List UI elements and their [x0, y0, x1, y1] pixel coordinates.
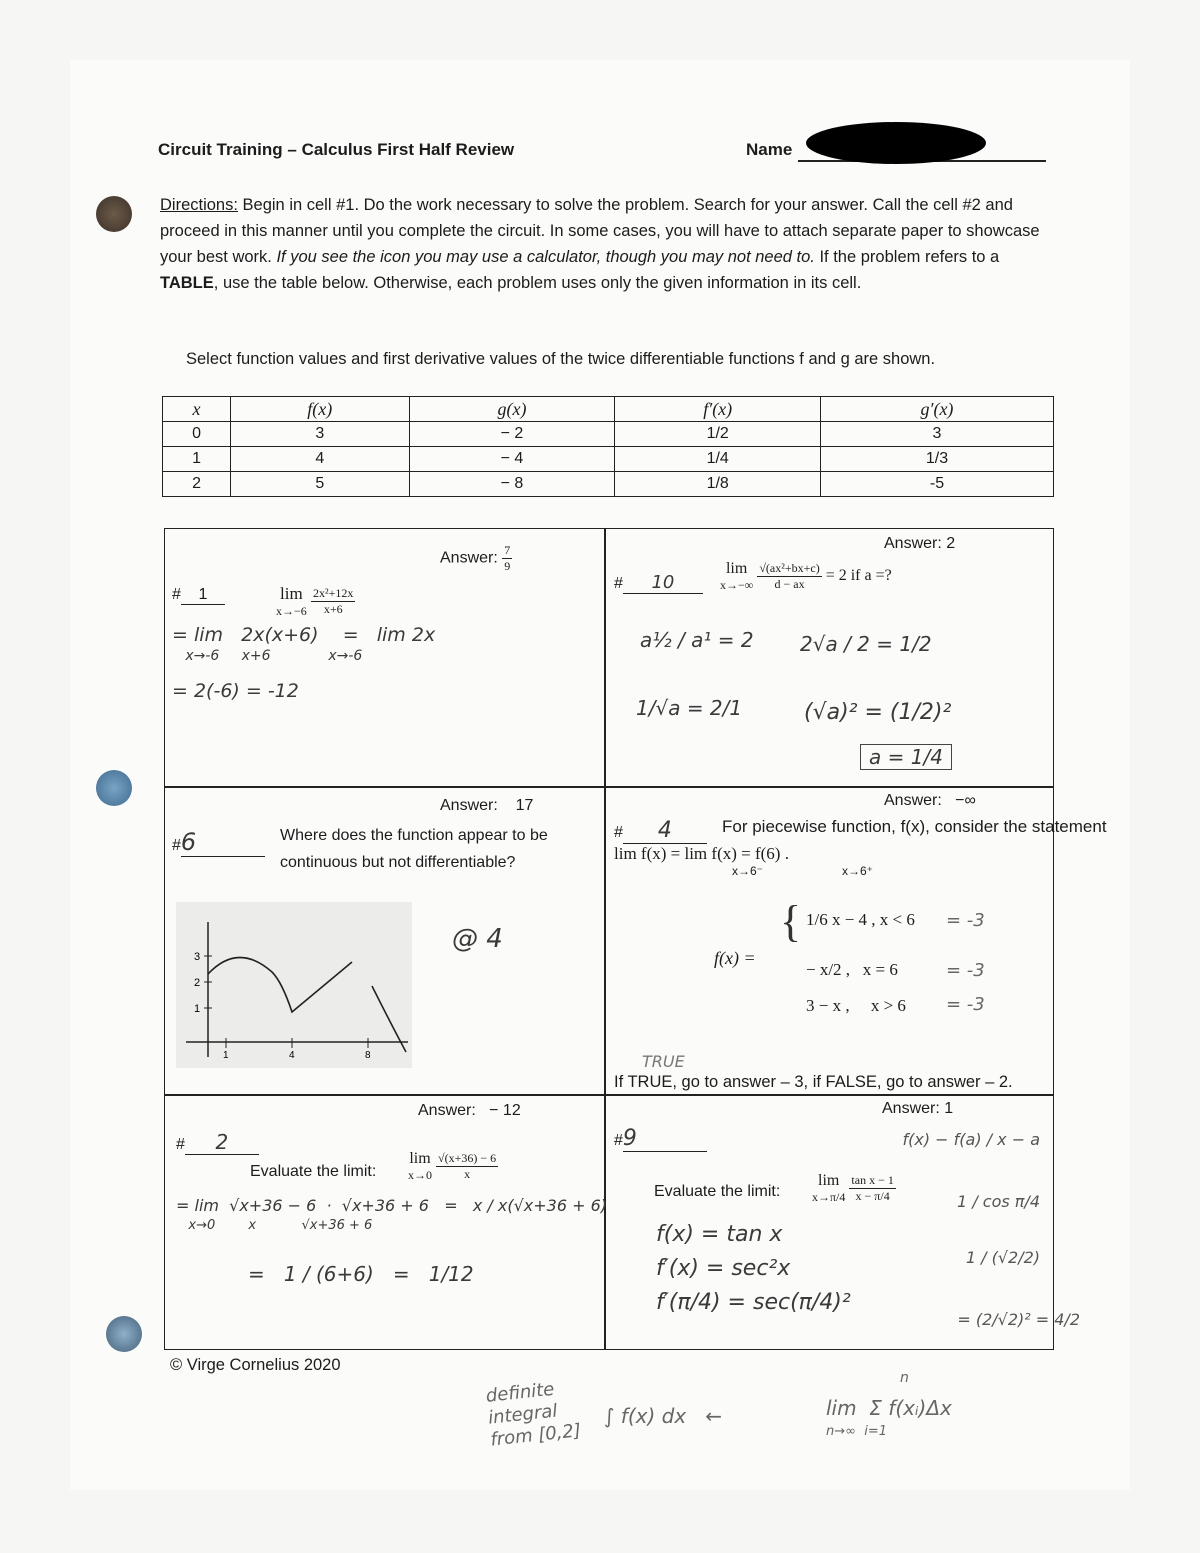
cell-1-limit — [276, 584, 355, 619]
table-cell: 1/3 — [820, 447, 1053, 472]
cell-10-handwriting-2: 2√a / 2 = 1/2 — [800, 632, 932, 656]
table-cell: 3 — [820, 422, 1053, 447]
cell-4-number — [614, 818, 707, 844]
cell-2-number — [176, 1130, 259, 1155]
answer-value: − 12 — [489, 1102, 521, 1119]
grid-divider-row-2 — [164, 1094, 1054, 1096]
lim-word: lim — [280, 584, 303, 603]
cell-4-piece-2: − x/2 , x = 6 — [806, 960, 898, 979]
lim-word: lim — [725, 560, 748, 577]
binder-hole-top — [96, 196, 132, 232]
table-header-x: x — [163, 397, 231, 422]
binder-hole-middle — [96, 770, 132, 806]
table-cell: 1/4 — [615, 447, 821, 472]
cell-4-answer — [884, 792, 976, 810]
table-cell: 0 — [163, 422, 231, 447]
table-header-fx: f(x) — [231, 397, 409, 422]
hash-sign: # — [176, 1136, 185, 1153]
cell-number: 9 — [623, 1126, 707, 1152]
cell-6-handwriting: @ 4 — [452, 924, 503, 954]
fraction-numerator: tan x − 1 — [851, 1173, 894, 1187]
fraction-numerator: √(x+36) − 6 — [438, 1151, 497, 1165]
directions-block — [160, 192, 1050, 296]
answer-label: Answer: — [440, 797, 498, 814]
cell-2-limit — [408, 1150, 498, 1183]
redaction-mark — [806, 122, 986, 164]
cell-number: 10 — [623, 572, 703, 594]
x-tick-label: 8 — [365, 1050, 371, 1061]
fraction-denominator: x+6 — [323, 602, 343, 616]
table-cell: 1/8 — [615, 472, 821, 497]
table-header-fprime: f′(x) — [615, 397, 821, 422]
x-tick-label: 4 — [289, 1050, 295, 1061]
cell-9-handwriting-2: f′(x) = sec²x — [656, 1256, 791, 1281]
y-tick-label: 1 — [194, 1003, 201, 1015]
answer-label: Answer: — [440, 549, 498, 567]
cell-6-graph — [176, 902, 412, 1068]
y-tick-label: 2 — [194, 977, 201, 989]
graph-background — [176, 902, 412, 1068]
limit-fraction — [849, 1173, 895, 1204]
cell-10-number — [614, 572, 703, 594]
fraction-numerator: √(ax²+bx+c) — [759, 561, 820, 575]
grid-divider-vertical — [604, 528, 606, 1350]
table-cell: − 2 — [409, 422, 615, 447]
cell-4-right-limit-subscript: x→6⁺ — [842, 864, 874, 878]
cell-9-side-handwriting-1: f(x) − f(a) / x − a — [902, 1130, 1040, 1149]
cell-number: 6 — [181, 828, 265, 857]
footer-handwriting-definite-integral: definite integral from [0,2] — [484, 1378, 582, 1451]
table-header-row — [163, 397, 1054, 422]
binder-hole-bottom — [106, 1316, 142, 1352]
limit-fraction — [311, 586, 355, 617]
directions-label: Directions: — [160, 196, 238, 214]
grid-divider-row-1 — [164, 786, 1054, 788]
y-tick-label: 3 — [194, 951, 201, 963]
fraction-numerator: 2x²+12x — [313, 586, 354, 600]
cell-2-prompt: Evaluate the limit: — [250, 1163, 377, 1180]
cell-1-handwriting-line-1b: x→-6 x+6 x→-6 — [172, 648, 363, 664]
cell-4-piece-3: 3 − x , x > 6 — [806, 996, 906, 1015]
footer-handwriting-riemann-sum: lim Σ f(xᵢ)Δx — [826, 1396, 952, 1420]
cell-10-answer — [884, 535, 955, 553]
table-cell: 3 — [231, 422, 409, 447]
fraction-numerator: 7 — [504, 543, 511, 557]
cell-10-handwriting-3: 1/√a = 2/1 — [636, 696, 743, 720]
limit-fraction — [436, 1151, 498, 1182]
answer-value: −∞ — [955, 792, 976, 809]
cell-10-handwriting-1: a½ / a¹ = 2 — [640, 628, 754, 652]
table-cell: 2 — [163, 472, 231, 497]
answer-label: Answer: — [882, 1100, 940, 1117]
cell-9-side-handwriting-3: 1 / (√2/2) — [965, 1248, 1040, 1267]
cell-9-prompt: Evaluate the limit: — [654, 1183, 781, 1200]
name-label: Name — [746, 140, 793, 159]
cell-4-piece-1: 1/6 x − 4 , x < 6 — [806, 910, 915, 929]
table-intro: Select function values and first derivative values of the twice differentiable functions f and g are shown. — [186, 350, 936, 368]
table-header-gprime: g′(x) — [820, 397, 1053, 422]
cell-1-answer — [440, 543, 512, 574]
fraction-denominator: d − ax — [774, 577, 805, 591]
cell-9-limit — [812, 1172, 896, 1205]
lim-word: lim — [409, 1150, 431, 1167]
cell-1-handwriting-line-2: = 2(-6) = -12 — [172, 680, 299, 702]
table-header-gx: g(x) — [409, 397, 615, 422]
fraction-denominator: x — [464, 1167, 471, 1181]
answer-value: 1 — [944, 1100, 954, 1117]
hash-sign: # — [614, 1132, 623, 1149]
table-cell: 5 — [231, 472, 409, 497]
lim-word: lim — [818, 1172, 840, 1189]
answer-value: 2 — [946, 535, 956, 552]
limit-fraction — [757, 561, 821, 592]
hash-sign: # — [172, 586, 181, 603]
cell-9-handwriting-3: f′(π/4) = sec(π/4)² — [656, 1290, 851, 1315]
table-row — [163, 447, 1054, 472]
copyright-footer: © Virge Cornelius 2020 — [170, 1356, 341, 1374]
directions-calculator-note: If you see the icon you may use a calculator, though you may not need to. — [276, 248, 815, 266]
fraction-denominator: 9 — [504, 559, 511, 573]
cell-2-handwriting-line-1: = lim √x+36 − 6 · √x+36 + 6 = x / x(√x+36 + 6) — [176, 1196, 608, 1215]
cell-2-handwriting-line-1b: x→0 x √x+36 + 6 — [176, 1218, 373, 1233]
limit-suffix: = 2 if a =? — [825, 567, 892, 585]
hash-sign: # — [172, 837, 181, 854]
cell-2-answer — [418, 1102, 521, 1120]
cell-2-handwriting-line-2: = 1 / (6+6) = 1/12 — [248, 1262, 474, 1286]
cell-6-number — [172, 828, 265, 857]
directions-text-3: , use the table below. Otherwise, each problem uses only the given information in its cell. — [213, 274, 862, 292]
cell-10-handwriting-answer-box: a = 1/4 — [860, 744, 952, 770]
cell-9-number — [614, 1126, 707, 1152]
cell-6-question: Where does the function appear to be continuous but not differentiable? — [280, 827, 548, 871]
cell-number: 4 — [623, 818, 707, 844]
footer-handwriting-sum-lower: n→∞ i=1 — [826, 1424, 888, 1439]
answer-value: 17 — [515, 797, 534, 814]
cell-4-fx-label: f(x) = — [714, 948, 756, 968]
table-cell: 4 — [231, 447, 409, 472]
lim-subscript: x→π/4 — [812, 1190, 846, 1204]
cell-10-limit — [720, 560, 892, 593]
cell-4-left-limit-subscript: x→6⁻ — [732, 864, 764, 878]
cell-4-instruction: If TRUE, go to answer – 3, if FALSE, go to answer – 2. — [614, 1073, 1013, 1091]
cell-number: 2 — [185, 1130, 259, 1155]
table-cell: 1/2 — [615, 422, 821, 447]
lim-subscript: x→−6 — [276, 604, 307, 618]
directions-text-2: If the problem refers to a — [814, 248, 1000, 266]
answer-fraction — [502, 543, 512, 574]
hash-sign: # — [614, 575, 623, 592]
directions-text-1: Begin in cell #1. Do the work necessary to solve the problem. Search for your answer. Call the cell #2 and proceed in this manner until you complete the circuit. In some cases, you will have to attach separate paper to showcase your best work. — [160, 196, 1040, 266]
cell-4-handwriting-piece-1: = -3 — [946, 910, 985, 931]
table-cell: − 4 — [409, 447, 615, 472]
cell-4-statement: For piecewise function, f(x), consider the statement — [722, 817, 1107, 836]
lim-subscript: x→−∞ — [720, 578, 754, 592]
cell-6-answer — [440, 797, 533, 815]
cell-4-brace: { — [780, 897, 802, 946]
table-row — [163, 472, 1054, 497]
cell-9-side-handwriting-4: = (2/√2)² = 4/2 — [957, 1310, 1080, 1329]
cell-1-handwriting-line-1: = lim 2x(x+6) = lim 2x — [172, 624, 436, 646]
table-cell: 1 — [163, 447, 231, 472]
answer-label: Answer: — [884, 792, 942, 809]
cell-10-handwriting-4: (√a)² = (1/2)² — [804, 700, 952, 725]
cell-number: 1 — [181, 586, 225, 605]
worksheet-title: Circuit Training – Calculus First Half Review — [158, 140, 515, 159]
directions-table-word: TABLE — [160, 274, 214, 292]
footer-handwriting-sum-upper: n — [900, 1370, 909, 1386]
cell-9-answer — [882, 1100, 953, 1118]
table-cell: -5 — [820, 472, 1053, 497]
cell-1-number — [172, 586, 225, 605]
cell-4-handwriting-piece-3: = -3 — [946, 994, 985, 1015]
table-cell: − 8 — [409, 472, 615, 497]
lim-subscript: x→0 — [408, 1168, 432, 1182]
fraction-denominator: x − π/4 — [855, 1189, 890, 1203]
cell-4-limit-statement: lim f(x) = lim f(x) = f(6) . — [614, 844, 789, 863]
cell-4-handwriting-true: TRUE — [642, 1052, 685, 1071]
cell-9-side-handwriting-2: 1 / cos π/4 — [957, 1192, 1040, 1211]
answer-label: Answer: — [884, 535, 942, 552]
answer-label: Answer: — [418, 1102, 476, 1119]
function-values-table — [162, 396, 1054, 497]
x-tick-label: 1 — [223, 1050, 229, 1061]
table-row — [163, 422, 1054, 447]
cell-9-handwriting-1: f(x) = tan x — [656, 1222, 783, 1247]
hash-sign: # — [614, 824, 623, 841]
footer-handwriting-integral: ∫ f(x) dx ← — [604, 1404, 722, 1428]
cell-4-handwriting-piece-2: = -3 — [946, 960, 985, 981]
